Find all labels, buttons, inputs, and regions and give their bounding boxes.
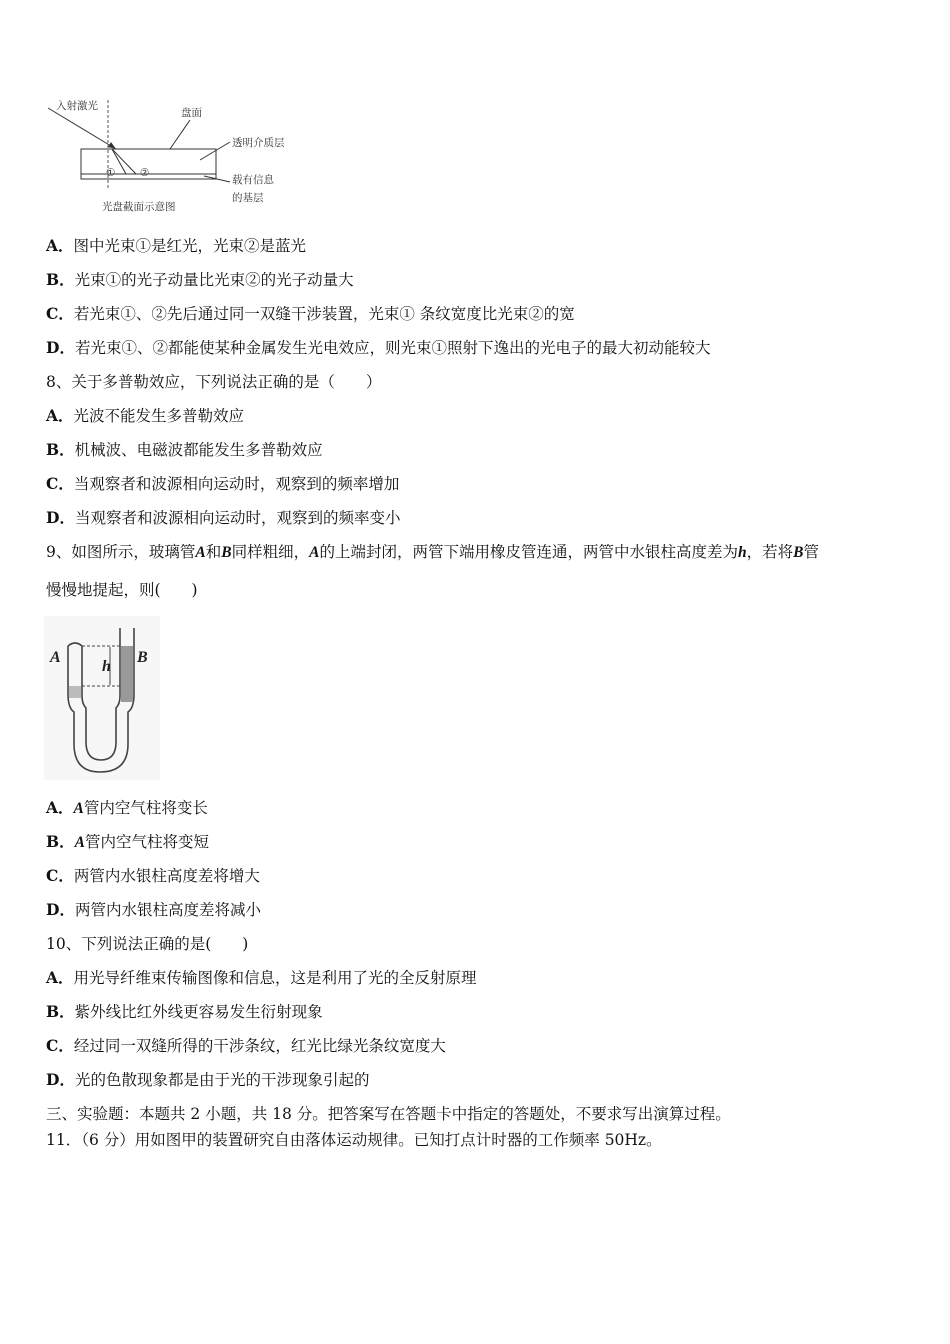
figure-background [44, 616, 160, 780]
option-text: 管内空气柱将变短 [84, 833, 209, 851]
q9-option-b [46, 832, 209, 853]
option-text: 两管内水银柱高度差将增大 [73, 867, 260, 885]
q10-option-c [46, 1036, 446, 1056]
tube-a-mercury [69, 686, 81, 698]
incident-arrowhead [108, 142, 116, 149]
var-h: h [737, 544, 747, 561]
q9-option-c [46, 866, 260, 886]
option-text: 管内空气柱将变长 [83, 799, 208, 817]
q9-option-a [46, 798, 208, 819]
option-letter: D． [46, 338, 75, 357]
var-b: B [793, 544, 804, 561]
q7-option-c [46, 304, 575, 324]
q9-stem-part: ，若将 [746, 543, 794, 561]
q8-option-a [46, 406, 244, 426]
option-text: 机械波、电磁波都能发生多普勒效应 [74, 441, 323, 459]
option-text: 紫外线比红外线更容易发生衍射现象 [74, 1003, 323, 1021]
q9-stem-part: 的上端封闭，两管下端用橡皮管连通，两管中水银柱高度差为 [319, 543, 738, 561]
beam-1-label: ① [106, 167, 116, 179]
var-a: A [74, 834, 85, 851]
incident-ray [48, 108, 116, 149]
surface-pointer [170, 120, 190, 149]
var-a: A [73, 800, 84, 817]
option-text: 两管内水银柱高度差将减小 [74, 901, 261, 919]
option-letter: C． [46, 866, 74, 885]
q10-option-d [46, 1070, 369, 1090]
q9-stem-part: 同样粗细， [231, 543, 310, 561]
q10-stem: 10、下列说法正确的是( ) [46, 935, 249, 953]
q9-stem-line1 [46, 542, 819, 563]
option-letter: A． [46, 798, 74, 817]
option-letter: C． [46, 1036, 74, 1055]
figure-caption: 光盘截面示意图 [102, 201, 176, 213]
option-letter: C． [46, 304, 74, 323]
a-label: A [50, 649, 61, 666]
option-text: 若光束①、②都能使某种金属发生光电效应，则光束①照射下逸出的光电子的最大初动能较大 [74, 339, 711, 357]
option-letter: A． [46, 968, 74, 987]
q9-stem-part: 9、如图所示，玻璃管 [46, 543, 196, 561]
q9-stem-part: 和 [205, 543, 222, 561]
q9-stem-line2: 慢慢地提起，则( ) [46, 581, 198, 599]
option-letter: B． [46, 270, 75, 289]
option-letter: B． [46, 440, 75, 459]
var-b: B [221, 544, 232, 561]
surface-label: 盘面 [181, 107, 202, 119]
option-letter: B． [46, 832, 75, 851]
option-text: 当观察者和波源相向运动时，观察到的频率增加 [73, 475, 400, 493]
q7-option-b [46, 270, 354, 290]
tube-b-mercury [121, 646, 133, 702]
option-text: 经过同一双缝所得的干涉条纹，红光比绿光条纹宽度大 [73, 1037, 446, 1055]
disc-cross-section-figure [40, 92, 300, 217]
section-3-heading: 三、实验题：本题共 2 小题，共 18 分。把答案写在答题卡中指定的答题处，不要求写出演算过程。 [46, 1105, 731, 1123]
base-label-line2: 的基层 [232, 192, 264, 204]
q11-stem: 11．（6 分）用如图甲的装置研究自由落体运动规律。已知打点计时器的工作频率 50Hz。 [46, 1131, 662, 1149]
q8-option-d [46, 508, 400, 528]
option-text: 光波不能发生多普勒效应 [73, 407, 245, 425]
medium-pointer [200, 142, 230, 160]
var-a: A [195, 544, 206, 561]
option-text: 用光导纤维束传输图像和信息，这是利用了光的全反射原理 [73, 969, 477, 987]
q9-stem-part: 管 [803, 543, 819, 561]
option-letter: A． [46, 236, 74, 255]
option-letter: D． [46, 508, 75, 527]
q10-option-b [46, 1002, 323, 1022]
option-letter: D． [46, 900, 75, 919]
q8-option-b [46, 440, 323, 460]
option-letter: C． [46, 474, 74, 493]
q7-option-d [46, 338, 710, 358]
q8-stem: 8、关于多普勒效应，下列说法正确的是（ ） [46, 373, 382, 391]
medium-label: 透明介质层 [232, 137, 285, 149]
option-letter: B． [46, 1002, 75, 1021]
q10-option-a [46, 968, 477, 988]
option-text: 当观察者和波源相向运动时，观察到的频率变小 [74, 509, 401, 527]
q7-option-a [46, 236, 306, 256]
q9-option-d [46, 900, 261, 920]
q8-option-c [46, 474, 399, 494]
option-text: 图中光束①是红光，光束②是蓝光 [73, 237, 307, 255]
option-text: 若光束①、②先后通过同一双缝干涉装置，光束① 条纹宽度比光束②的宽 [73, 305, 575, 323]
option-text: 光的色散现象都是由于光的干涉现象引起的 [74, 1071, 370, 1089]
incident-laser-label: 入射激光 [56, 100, 98, 112]
h-label: h [102, 658, 111, 675]
b-label: B [137, 649, 148, 666]
base-label-line1: 载有信息 [232, 174, 274, 186]
u-tube-figure [44, 616, 160, 780]
beam-2-label: ② [140, 167, 150, 179]
option-letter: A． [46, 406, 74, 425]
var-a: A [309, 544, 320, 561]
option-letter: D． [46, 1070, 75, 1089]
option-text: 光束①的光子动量比光束②的光子动量大 [74, 271, 354, 289]
